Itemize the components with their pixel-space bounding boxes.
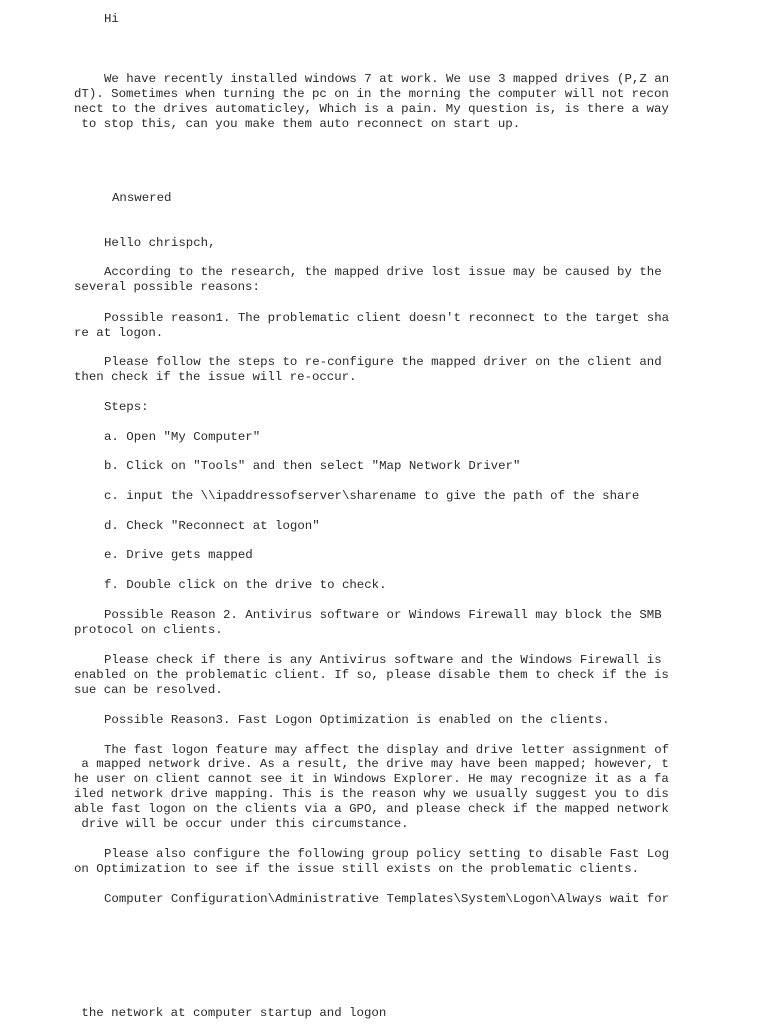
reason3-detail-line-3: he user on client cannot see it in Windows Explorer. He may recognize it as a fa <box>74 772 669 786</box>
step-item: f. Double click on the drive to check. <box>104 578 387 592</box>
reason2-followup-line-2: enabled on the problematic client. If so, please disable them to check if the is <box>74 668 669 682</box>
question-line-1: We have recently installed windows 7 at work. We use 3 mapped drives (P,Z an <box>104 72 670 86</box>
answer-salutation: Hello chrispch, <box>104 236 216 250</box>
reason3-heading: Possible Reason3. Fast Logon Optimization is enabled on the clients. <box>104 713 610 727</box>
step-item: e. Drive gets mapped <box>104 548 253 562</box>
reason3-detail-line-4: iled network drive mapping. This is the reason why we usually suggest you to dis <box>74 787 669 801</box>
intro-line-1: According to the research, the mapped drive lost issue may be caused by the <box>104 265 662 279</box>
policy-instruction-line-1: Please also configure the following group policy setting to disable Fast Log <box>104 847 670 861</box>
step-item: c. input the \\ipaddressofserver\sharename to give the path of the share <box>104 489 640 503</box>
reason1-line-1: Possible reason1. The problematic client doesn't reconnect to the target sha <box>104 311 670 325</box>
reason1-followup-line-2: then check if the issue will re-occur. <box>74 370 357 384</box>
step-item: a. Open "My Computer" <box>104 430 261 444</box>
reason3-detail-line-6: drive will be occur under this circumstance. <box>74 817 409 831</box>
reason2-line-2: protocol on clients. <box>74 623 223 637</box>
status-label: Answered <box>112 191 172 205</box>
policy-instruction-line-2: on Optimization to see if the issue still exists on the problematic clients. <box>74 862 640 876</box>
reason1-followup-line-1: Please follow the steps to re-configure the mapped driver on the client and <box>104 355 662 369</box>
step-item: d. Check "Reconnect at logon" <box>104 519 320 533</box>
policy-path-end: the network at computer startup and logon <box>74 1006 387 1020</box>
reason3-detail-line-1: The fast logon feature may affect the display and drive letter assignment of <box>104 743 670 757</box>
reason2-line-1: Possible Reason 2. Antivirus software or Windows Firewall may block the SMB <box>104 608 662 622</box>
steps-label: Steps: <box>104 400 149 414</box>
reason2-followup-line-1: Please check if there is any Antivirus software and the Windows Firewall is <box>104 653 662 667</box>
reason3-detail-line-2: a mapped network drive. As a result, the drive may have been mapped; however, t <box>74 757 669 771</box>
reason3-detail-line-5: able fast logon on the clients via a GPO, and please check if the mapped network <box>74 802 669 816</box>
question-line-2: dT). Sometimes when turning the pc on in the morning the computer will not recon <box>74 87 669 101</box>
intro-line-2: several possible reasons: <box>74 280 260 294</box>
question-line-3: nect to the drives automaticley, Which is a pain. My question is, is there a way <box>74 102 669 116</box>
step-item: b. Click on "Tools" and then select "Map Network Driver" <box>104 459 521 473</box>
policy-path-start: Computer Configuration\Administrative Templates\System\Logon\Always wait for <box>104 892 670 906</box>
question-greeting: Hi <box>104 12 119 26</box>
reason2-followup-line-3: sue can be resolved. <box>74 683 223 697</box>
reason1-line-2: re at logon. <box>74 326 164 340</box>
question-line-4: to stop this, can you make them auto reconnect on start up. <box>74 117 521 131</box>
